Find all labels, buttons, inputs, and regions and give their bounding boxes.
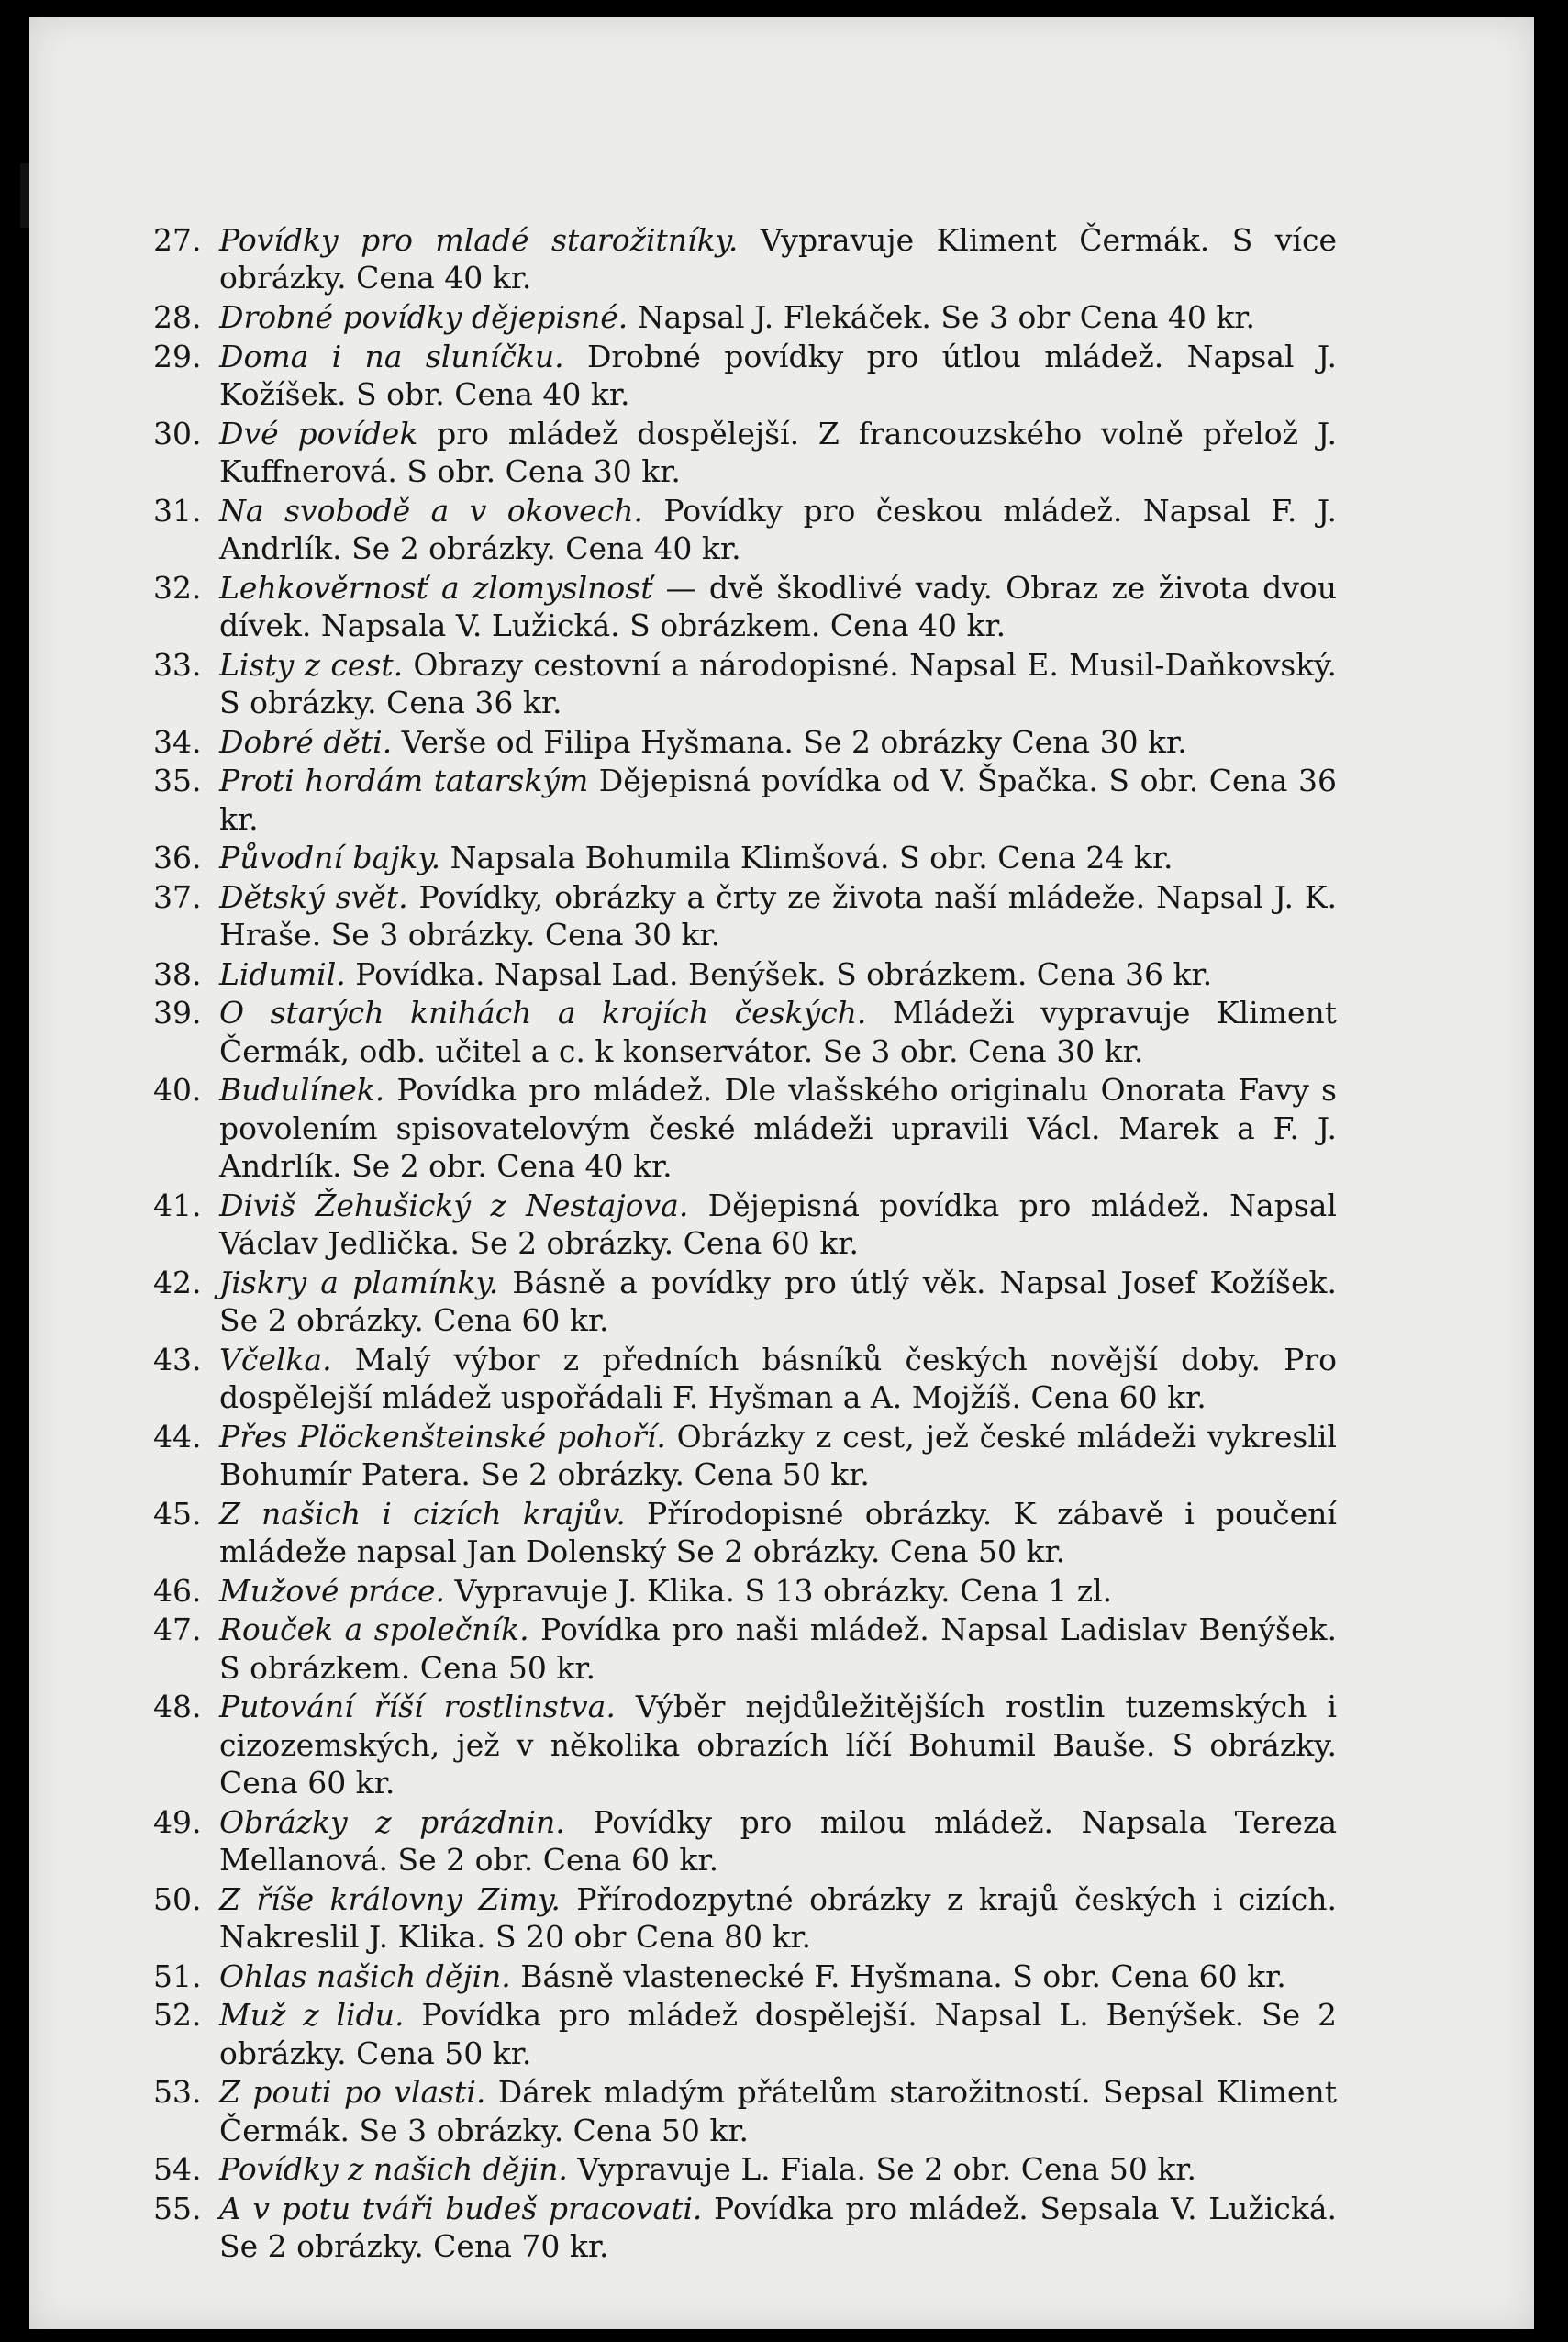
entry-title: Ohlas našich dějin. <box>219 1957 511 1994</box>
entry-number: 38. <box>153 955 202 992</box>
entry-text: Výběr nejdůležitějších rostlin tuzemských i cizozemských, jež v několika obrazích líčí Bohumil Bauše. S obrázky. Cena 60 kr. <box>219 1689 1338 1801</box>
entry-text: Napsala Bohumila Klimšová. S obr. Cena 24 kr. <box>440 840 1173 876</box>
entry-text: Vypravuje Kliment Čermák. S více obrázky. Cena 40 kr. <box>219 222 1337 296</box>
entry-text: Povídka. Napsal Lad. Benýšek. S obrázkem. Cena 36 kr. <box>345 955 1213 992</box>
entry-text: Mládeži vypravuje Kliment Čermák, odb. učitel a c. k konservátor. Se 3 obr. Cena 30 kr. <box>219 995 1338 1069</box>
entry-number: 32. <box>153 569 202 606</box>
entry-text: Drobné povídky pro útlou mládež. Napsal J. Kožíšek. S obr. Cena 40 kr. <box>219 338 1337 412</box>
entry-text: Básně a povídky pro útlý věk. Napsal Josef Kožíšek. Se 2 obrázky. Cena 60 kr. <box>219 1264 1337 1339</box>
catalog-entry-52 <box>153 1996 1337 2072</box>
entry-text: Básně vlastenecké F. Hyšmana. S obr. Cena 60 kr. <box>510 1957 1286 1994</box>
catalog-entry-27 <box>153 221 1337 297</box>
entry-title: Rouček a společník. <box>219 1612 529 1648</box>
catalog-entry-47 <box>153 1611 1337 1687</box>
entry-text: Napsal J. Flekáček. Se 3 obr Cena 40 kr. <box>628 299 1256 335</box>
entry-number: 55. <box>153 2190 202 2226</box>
entry-number: 45. <box>153 1495 202 1532</box>
entry-number: 54. <box>153 2151 202 2188</box>
entry-title: Budulínek. <box>219 1072 385 1109</box>
entry-title: Diviš Žehušický z Nestajova. <box>219 1187 689 1223</box>
entry-title: Povídky pro mladé starožitníky. <box>219 222 739 258</box>
entry-title: A v potu tváři budeš pracovati. <box>219 2190 703 2226</box>
entry-text: Povídka pro mládež. Sepsala V. Lužická. Se 2 obrázky. Cena 70 kr. <box>219 2190 1337 2265</box>
entry-text: Malý výbor z předních básníků českých novější doby. Pro dospělejší mládež uspořádali F. Hyšman a A. Mojžíš. Cena 60 kr. <box>219 1341 1337 1416</box>
entry-text: pro mládež dospělejší. Z francouzského volně přelož J. Kuffnerová. S obr. Cena 30 kr. <box>219 415 1337 489</box>
catalog-entry-37 <box>153 878 1337 954</box>
catalog-entry-38 <box>153 955 1337 993</box>
entry-text: Verše od Filipa Hyšmana. Se 2 obrázky Cena 30 kr. <box>392 723 1187 760</box>
catalog-list <box>153 221 1337 2267</box>
catalog-entry-36 <box>153 839 1337 876</box>
entry-title: Jiskry a plamínky. <box>219 1264 499 1300</box>
catalog-entry-45 <box>153 1495 1337 1571</box>
catalog-entry-28 <box>153 298 1337 336</box>
entry-title: Mužové práce. <box>219 1572 446 1609</box>
catalog-entry-35 <box>153 762 1337 838</box>
entry-text: Povídky pro českou mládež. Napsal F. J. Andrlík. Se 2 obrázky. Cena 40 kr. <box>219 492 1338 566</box>
catalog-entry-53 <box>153 2073 1337 2149</box>
entry-number: 49. <box>153 1803 202 1840</box>
catalog-entry-29 <box>153 338 1337 414</box>
catalog-entry-40 <box>153 1071 1337 1185</box>
catalog-entry-33 <box>153 646 1337 722</box>
entry-number: 37. <box>153 878 202 915</box>
catalog-entry-43 <box>153 1341 1337 1417</box>
entry-text: Povídka pro mládež dospělejší. Napsal L. Benýšek. Se 2 obrázky. Cena 50 kr. <box>219 1997 1337 2071</box>
catalog-entry-34 <box>153 723 1337 761</box>
entry-text: Povídky, obrázky a črty ze života naší mládeže. Napsal J. K. Hraše. Se 3 obrázky. Cena 30 kr. <box>219 878 1338 954</box>
catalog-entry-42 <box>153 1264 1337 1340</box>
entry-title: Putování říší rostlinstva. <box>219 1689 616 1725</box>
entry-title: Doma i na sluníčku. <box>219 338 564 374</box>
entry-number: 39. <box>153 995 202 1032</box>
entry-number: 43. <box>153 1341 202 1377</box>
entry-number: 28. <box>153 299 202 335</box>
catalog-entry-32 <box>153 569 1337 645</box>
catalog-entry-54 <box>153 2150 1337 2188</box>
catalog-entry-48 <box>153 1688 1337 1801</box>
entry-text: Povídky pro milou mládež. Napsala Tereza Mellanová. Se 2 obr. Cena 60 kr. <box>219 1803 1338 1879</box>
entry-title: Z našich i cizích krajův. <box>219 1495 626 1532</box>
entry-number: 29. <box>153 338 202 374</box>
entry-number: 36. <box>153 840 202 876</box>
entry-title: Včelka. <box>219 1341 332 1377</box>
entry-title: Muž z lidu. <box>219 1997 405 2034</box>
entry-title: Lehkověrnosť a zlomyslnosť <box>219 569 653 606</box>
entry-text: Dárek mladým přátelům starožitností. Sepsal Kliment Čermák. Se 3 obrázky. Cena 50 kr. <box>219 2074 1337 2148</box>
entry-title: Drobné povídky dějepisné. <box>219 299 628 335</box>
entry-number: 50. <box>153 1880 202 1917</box>
entry-text: Vypravuje L. Fiala. Se 2 obr. Cena 50 kr. <box>567 2151 1197 2188</box>
catalog-entry-50 <box>153 1880 1337 1957</box>
entry-text: Povídka pro mládež. Dle vlašského originalu Onorata Favy s povolením spisovatelovým české mládeži upravili Václ. Marek a F. J. Andrlík. Se 2 obr. Cena 40 kr. <box>219 1072 1337 1185</box>
entry-title: Původní bajky. <box>219 840 441 876</box>
entry-title: Dvé povídek <box>219 415 418 452</box>
catalog-entry-31 <box>153 492 1337 568</box>
entry-text: Vypravuje J. Klika. S 13 obrázky. Cena 1 zl. <box>445 1572 1113 1609</box>
entry-title: Dětský svět. <box>219 878 408 915</box>
entry-number: 41. <box>153 1187 202 1223</box>
entry-number: 34. <box>153 723 202 760</box>
entry-number: 47. <box>153 1612 202 1648</box>
book-page <box>29 17 1534 2329</box>
catalog-entry-55 <box>153 2190 1337 2266</box>
entry-title: Povídky z našich dějin. <box>219 2151 568 2188</box>
entry-title: Lidumil. <box>219 955 346 992</box>
entry-number: 46. <box>153 1572 202 1609</box>
entry-title: Na svobodě a v okovech. <box>219 492 643 529</box>
entry-text: Povídka pro naši mládež. Napsal Ladislav Benýšek. S obrázkem. Cena 50 kr. <box>219 1612 1337 1686</box>
entry-number: 30. <box>153 415 202 452</box>
entry-number: 44. <box>153 1418 202 1455</box>
entry-title: Listy z cest. <box>219 646 404 683</box>
catalog-entry-44 <box>153 1418 1337 1494</box>
entry-title: Z pouti po vlasti. <box>219 2074 486 2111</box>
catalog-entry-46 <box>153 1572 1337 1610</box>
entry-number: 42. <box>153 1264 202 1300</box>
entry-text: Obrázky z cest, jež české mládeži vykreslil Bohumír Patera. Se 2 obrázky. Cena 50 kr. <box>219 1418 1337 1493</box>
entry-number: 52. <box>153 1997 202 2034</box>
entry-title: Proti hordám tatarským <box>219 763 589 799</box>
entry-text: Dějepisná povídka pro mládež. Napsal Václav Jedlička. Se 2 obrázky. Cena 60 kr. <box>219 1187 1337 1262</box>
catalog-entry-51 <box>153 1957 1337 1995</box>
entry-number: 31. <box>153 492 202 529</box>
catalog-entry-41 <box>153 1187 1337 1263</box>
entry-number: 33. <box>153 646 202 683</box>
entry-title: Dobré děti. <box>219 723 393 760</box>
entry-number: 40. <box>153 1072 202 1109</box>
entry-text: — dvě škodlivé vady. Obraz ze života dvou dívek. Napsala V. Lužická. S obrázkem. Cena 40 kr. <box>219 569 1337 643</box>
catalog-entry-30 <box>153 415 1337 491</box>
entry-number: 53. <box>153 2074 202 2111</box>
entry-title: O starých knihách a krojích českých. <box>219 995 867 1032</box>
catalog-entry-39 <box>153 994 1337 1070</box>
entry-text: Přírodopisné obrázky. K zábavě i poučení mládeže napsal Jan Dolenský Se 2 obrázky. Cena 50 kr. <box>219 1495 1337 1570</box>
entry-title: Přes Plöckenšteinské pohoří. <box>219 1418 666 1455</box>
entry-text: Obrazy cestovní a národopisné. Napsal E. Musil-Daňkovský. S obrázky. Cena 36 kr. <box>219 646 1337 720</box>
catalog-entry-49 <box>153 1803 1337 1879</box>
entry-number: 35. <box>153 763 202 799</box>
entry-text: Přírodozpytné obrázky z krajů českých i cizích. Nakreslil J. Klika. S 20 obr Cena 80 kr. <box>219 1880 1337 1956</box>
entry-text: Dějepisná povídka od V. Špačka. S obr. Cena 36 kr. <box>219 763 1337 837</box>
entry-title: Z říše královny Zimy. <box>219 1880 561 1917</box>
entry-number: 27. <box>153 222 202 258</box>
entry-number: 51. <box>153 1957 202 1994</box>
entry-title: Obrázky z prázdnin. <box>219 1803 565 1840</box>
page-edge-mark <box>20 163 29 228</box>
entry-number: 48. <box>153 1689 202 1725</box>
